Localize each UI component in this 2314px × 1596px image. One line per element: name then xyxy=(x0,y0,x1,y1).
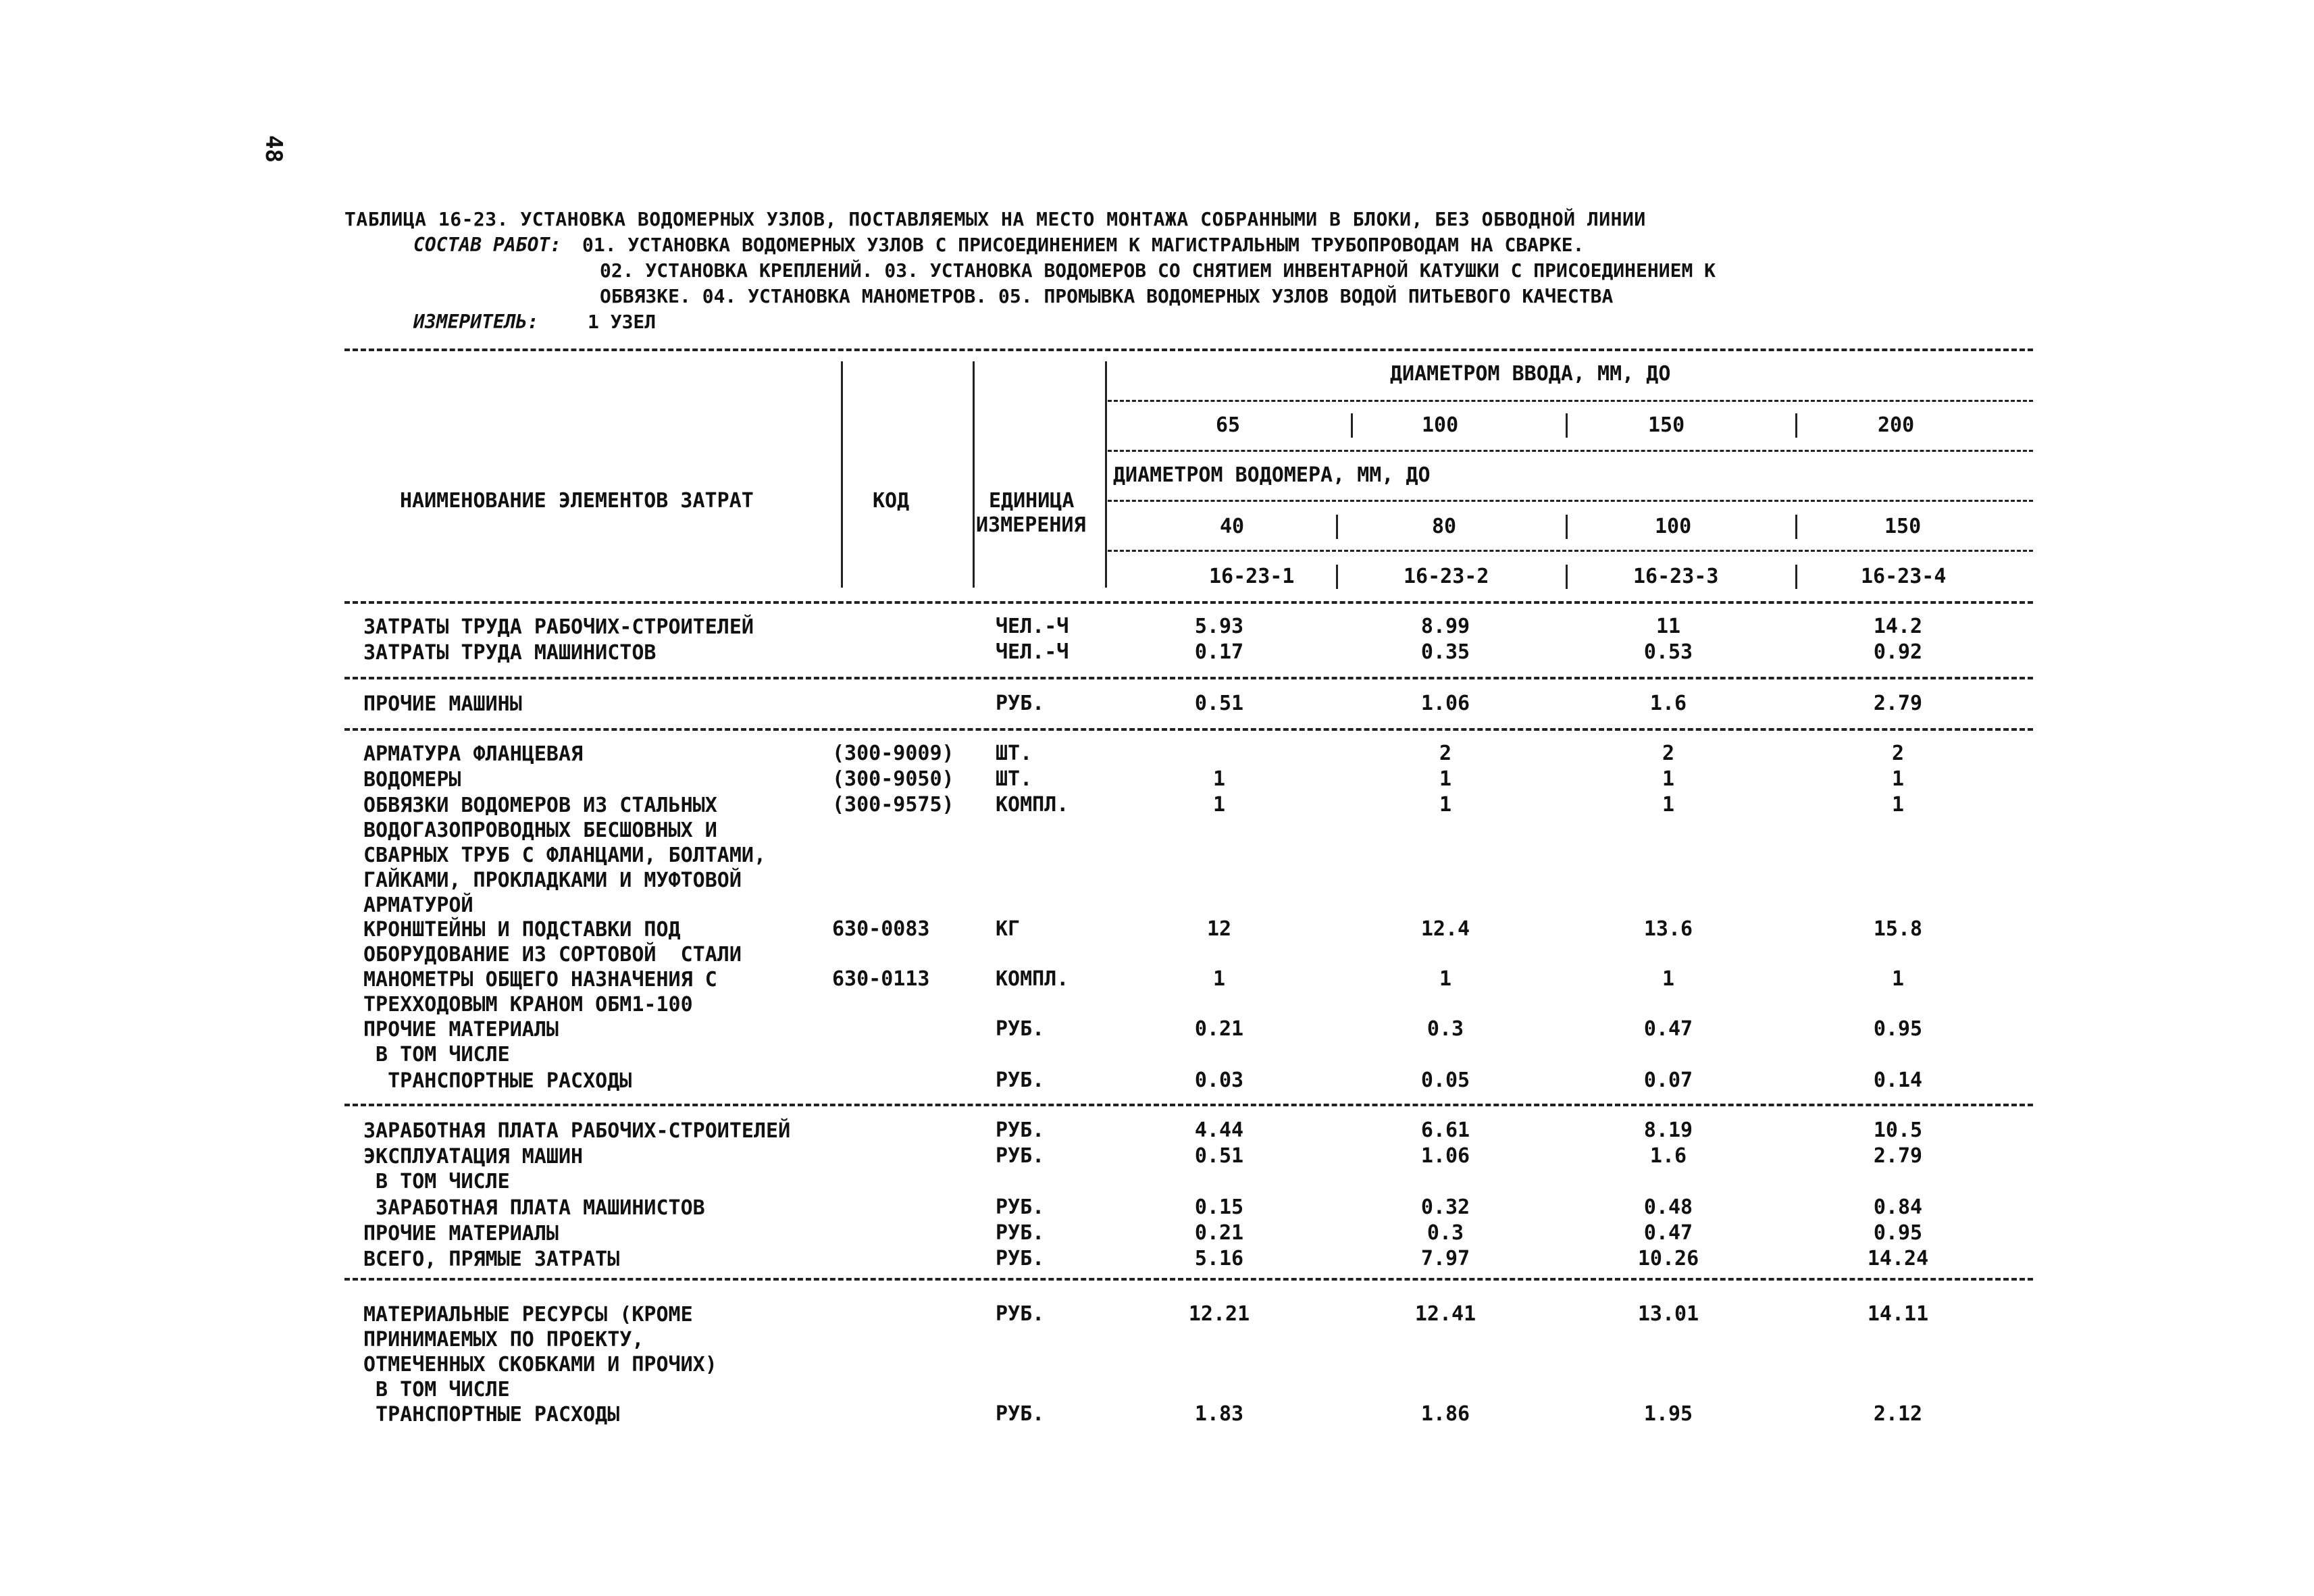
row-name: АРМАТУРА ФЛАНЦЕВАЯ xyxy=(363,742,584,766)
row-name: ТРАНСПОРТНЫЕ РАСХОДЫ xyxy=(363,1403,620,1426)
row-value-1: 0.21 xyxy=(1194,1221,1244,1245)
row-value-3: 0.48 xyxy=(1643,1195,1693,1219)
inlet-value-1: 65 xyxy=(1216,413,1241,437)
composition-line-2: 02. УСТАНОВКА КРЕПЛЕНИЙ. 03. УСТАНОВКА ВОДОМЕРОВ СО СНЯТИЕМ ИНВЕНТАРНОЙ КАТУШКИ С ПРИСОЕДИНЕНИЕМ К xyxy=(600,259,1716,282)
row-code: (300-9009) xyxy=(832,742,954,765)
row-name: ЗАРАБОТНАЯ ПЛАТА МАШИНИСТОВ xyxy=(363,1196,705,1220)
row-unit: РУБ. xyxy=(996,1247,1045,1270)
row-code: 630-0083 xyxy=(832,917,930,941)
row-code: (300-9050) xyxy=(832,767,954,791)
row-name: ЭКСПЛУАТАЦИЯ МАШИН В ТОМ ЧИСЛЕ xyxy=(363,1145,584,1193)
row-value-4: 0.92 xyxy=(1873,640,1923,664)
row-unit: КОМПЛ. xyxy=(996,967,1069,991)
norm-code-3: 16-23-3 xyxy=(1633,565,1719,588)
row-value-1: 4.44 xyxy=(1194,1118,1244,1142)
row-value-4: 2.79 xyxy=(1873,1144,1923,1168)
composition-label: СОСТАВ РАБОТ: xyxy=(413,234,562,256)
row-value-1: 1.83 xyxy=(1194,1402,1244,1426)
row-value-1: 0.15 xyxy=(1194,1195,1244,1219)
row-value-3: 1.6 xyxy=(1649,1144,1687,1168)
row-value-4: 2.79 xyxy=(1873,692,1923,715)
row-name: КРОНШТЕЙНЫ И ПОДСТАВКИ ПОД ОБОРУДОВАНИЕ ИЗ СОРТОВОЙ СТАЛИ xyxy=(363,918,742,967)
row-unit: РУБ. xyxy=(996,1118,1045,1142)
row-unit: РУБ. xyxy=(996,1069,1045,1092)
row-value-1: 5.93 xyxy=(1194,615,1244,638)
row-unit: РУБ. xyxy=(996,692,1045,715)
sep-inlet-1 xyxy=(1351,413,1353,438)
sep-meter-2 xyxy=(1566,515,1568,539)
row-unit: РУБ. xyxy=(996,1302,1045,1326)
inlet-diameter-label: ДИАМЕТРОМ ВВОДА, ММ, ДО xyxy=(1390,362,1671,386)
section-divider-3 xyxy=(344,1104,2033,1106)
row-value-4: 0.95 xyxy=(1873,1017,1923,1041)
row-value-1: 12.21 xyxy=(1188,1302,1250,1326)
row-name: ЗАРАБОТНАЯ ПЛАТА РАБОЧИХ-СТРОИТЕЛЕЙ xyxy=(363,1119,791,1143)
row-unit: КОМПЛ. xyxy=(996,793,1069,817)
row-unit: ШТ. xyxy=(996,742,1033,765)
row-name: ПРОЧИЕ МАТЕРИАЛЫ xyxy=(363,1222,559,1245)
header-rule-1 xyxy=(1108,400,2033,402)
row-value-2: 6.61 xyxy=(1420,1118,1470,1142)
section-divider-1 xyxy=(344,677,2033,679)
row-name: МАТЕРИАЛЬНЫЕ РЕСУРСЫ (КРОМЕ ПРИНИМАЕМЫХ ПО ПРОЕКТУ, ОТМЕЧЕННЫХ СКОБКАМИ И ПРОЧИХ) В ТОМ ЧИСЛЕ xyxy=(363,1303,717,1401)
row-name: ВСЕГО, ПРЯМЫЕ ЗАТРАТЫ xyxy=(363,1247,620,1271)
row-value-2: 2 xyxy=(1439,742,1452,765)
row-value-4: 0.95 xyxy=(1873,1221,1923,1245)
row-value-4: 2.12 xyxy=(1873,1402,1923,1426)
sep-meter-1 xyxy=(1336,515,1338,539)
row-value-2: 1 xyxy=(1439,793,1452,817)
row-value-3: 2 xyxy=(1662,742,1675,765)
row-name: ЗАТРАТЫ ТРУДА РАБОЧИХ-СТРОИТЕЛЕЙ xyxy=(363,615,754,639)
row-value-1: 0.51 xyxy=(1194,692,1244,715)
row-value-2: 1.06 xyxy=(1420,1144,1470,1168)
row-value-2: 0.35 xyxy=(1420,640,1470,664)
row-value-2: 1.86 xyxy=(1420,1402,1470,1426)
row-value-2: 12.4 xyxy=(1420,917,1470,941)
row-value-1: 1 xyxy=(1212,967,1226,991)
norm-code-4: 16-23-4 xyxy=(1861,565,1947,588)
section-divider-4 xyxy=(344,1278,2033,1281)
row-value-4: 10.5 xyxy=(1873,1118,1923,1142)
row-name: ПРОЧИЕ МАШИНЫ xyxy=(363,692,522,716)
row-value-2: 1 xyxy=(1439,767,1452,791)
row-value-3: 0.47 xyxy=(1643,1221,1693,1245)
row-value-2: 7.97 xyxy=(1420,1247,1470,1270)
separator-code-unit xyxy=(973,361,975,588)
row-unit: ЧЕЛ.-Ч xyxy=(996,640,1069,664)
row-value-4: 14.24 xyxy=(1867,1247,1929,1270)
row-unit: РУБ. xyxy=(996,1144,1045,1168)
row-value-3: 10.26 xyxy=(1637,1247,1699,1270)
sep-meter-3 xyxy=(1795,515,1797,539)
meter-value-3: 100 xyxy=(1655,515,1692,538)
row-value-3: 0.47 xyxy=(1643,1017,1693,1041)
row-name: ОБВЯЗКИ ВОДОМЕРОВ ИЗ СТАЛЬНЫХ ВОДОГАЗОПРОВОДНЫХ БЕСШОВНЫХ И СВАРНЫХ ТРУБ С ФЛАНЦАМИ, БОЛТАМИ, ГАЙКАМИ, ПРОКЛАДКАМИ И МУФТОВОЙ АРМАТУРОЙ xyxy=(363,794,767,917)
row-name: ПРОЧИЕ МАТЕРИАЛЫ В ТОМ ЧИСЛЕ xyxy=(363,1018,559,1066)
sep-code-1 xyxy=(1336,565,1338,589)
col-header-code: КОД xyxy=(873,489,910,513)
row-value-1: 0.03 xyxy=(1194,1069,1244,1092)
header-bottom-rule xyxy=(344,601,2033,604)
row-value-4: 2 xyxy=(1891,742,1905,765)
meter-value-2: 80 xyxy=(1432,515,1457,538)
row-value-3: 8.19 xyxy=(1643,1118,1693,1142)
table-title: ТАБЛИЦА 16-23. УСТАНОВКА ВОДОМЕРНЫХ УЗЛОВ, ПОСТАВЛЯЕМЫХ НА МЕСТО МОНТАЖА СОБРАННЫМИ В БЛОКИ, БЕЗ ОБВОДНОЙ ЛИНИИ xyxy=(344,208,1646,230)
inlet-value-3: 150 xyxy=(1648,413,1685,437)
row-value-4: 1 xyxy=(1891,767,1905,791)
header-rule-2 xyxy=(1108,450,2033,452)
header-top-rule xyxy=(344,349,2033,351)
norm-code-1: 16-23-1 xyxy=(1209,565,1295,588)
row-value-2: 8.99 xyxy=(1420,615,1470,638)
row-unit: ЧЕЛ.-Ч xyxy=(996,615,1069,638)
header-rule-3 xyxy=(1108,500,2033,502)
sep-code-2 xyxy=(1566,565,1568,589)
row-value-1: 5.16 xyxy=(1194,1247,1244,1270)
separator-unit-values xyxy=(1105,361,1107,588)
row-value-4: 15.8 xyxy=(1873,917,1923,941)
row-unit: КГ xyxy=(996,917,1021,941)
row-value-4: 1 xyxy=(1891,793,1905,817)
row-value-4: 14.2 xyxy=(1873,615,1923,638)
row-value-4: 0.14 xyxy=(1873,1069,1923,1092)
col-header-name: НАИМЕНОВАНИЕ ЭЛЕМЕНТОВ ЗАТРАТ xyxy=(400,489,754,513)
row-value-4: 14.11 xyxy=(1867,1302,1929,1326)
meter-value-4: 150 xyxy=(1884,515,1922,538)
meter-diameter-label: ДИАМЕТРОМ ВОДОМЕРА, ММ, ДО xyxy=(1113,463,1431,487)
row-value-1: 1 xyxy=(1212,793,1226,817)
composition-line-1: 01. УСТАНОВКА ВОДОМЕРНЫХ УЗЛОВ С ПРИСОЕДИНЕНИЕМ К МАГИСТРАЛЬНЫМ ТРУБОПРОВОДАМ НА СВАРКЕ. xyxy=(582,234,1585,256)
row-value-2: 12.41 xyxy=(1414,1302,1476,1326)
row-unit: РУБ. xyxy=(996,1017,1045,1041)
meter-value-1: 40 xyxy=(1220,515,1245,538)
row-value-4: 0.84 xyxy=(1873,1195,1923,1219)
col-header-unit-1: ЕДИНИЦА xyxy=(989,489,1075,513)
measure-value: 1 УЗЕЛ xyxy=(588,311,657,333)
norm-code-2: 16-23-2 xyxy=(1404,565,1489,588)
row-value-1: 0.51 xyxy=(1194,1144,1244,1168)
row-name: ВОДОМЕРЫ xyxy=(363,768,461,792)
row-value-3: 1 xyxy=(1662,967,1675,991)
separator-name-code xyxy=(841,361,843,588)
row-value-2: 1 xyxy=(1439,967,1452,991)
row-value-3: 11 xyxy=(1655,615,1681,638)
inlet-value-2: 100 xyxy=(1422,413,1459,437)
row-unit: РУБ. xyxy=(996,1402,1045,1426)
sep-code-3 xyxy=(1795,565,1797,589)
header-rule-4 xyxy=(1108,550,2033,552)
page-number: 48 xyxy=(260,135,287,163)
row-unit: ШТ. xyxy=(996,767,1033,791)
row-name: ЗАТРАТЫ ТРУДА МАШИНИСТОВ xyxy=(363,641,657,665)
row-value-2: 0.32 xyxy=(1420,1195,1470,1219)
row-value-3: 1.95 xyxy=(1643,1402,1693,1426)
row-value-1: 0.21 xyxy=(1194,1017,1244,1041)
sep-inlet-2 xyxy=(1566,413,1568,438)
row-value-2: 0.3 xyxy=(1426,1221,1464,1245)
row-value-1: 1 xyxy=(1212,767,1226,791)
row-unit: РУБ. xyxy=(996,1221,1045,1245)
row-value-3: 13.6 xyxy=(1643,917,1693,941)
sep-inlet-3 xyxy=(1795,413,1797,438)
row-value-1: 0.17 xyxy=(1194,640,1244,664)
row-code: (300-9575) xyxy=(832,793,954,817)
row-value-3: 1.6 xyxy=(1649,692,1687,715)
composition-line-3: ОБВЯЗКЕ. 04. УСТАНОВКА МАНОМЕТРОВ. 05. ПРОМЫВКА ВОДОМЕРНЫХ УЗЛОВ ВОДОЙ ПИТЬЕВОГО КАЧЕСТВА xyxy=(600,285,1614,307)
row-unit: РУБ. xyxy=(996,1195,1045,1219)
row-value-3: 0.07 xyxy=(1643,1069,1693,1092)
row-value-2: 1.06 xyxy=(1420,692,1470,715)
measure-label: ИЗМЕРИТЕЛЬ: xyxy=(413,311,539,333)
row-value-3: 1 xyxy=(1662,793,1675,817)
col-header-unit-2: ИЗМЕРЕНИЯ xyxy=(976,513,1086,537)
row-value-3: 0.53 xyxy=(1643,640,1693,664)
row-name: ТРАНСПОРТНЫЕ РАСХОДЫ xyxy=(363,1069,632,1093)
row-value-2: 0.3 xyxy=(1426,1017,1464,1041)
row-name: МАНОМЕТРЫ ОБЩЕГО НАЗНАЧЕНИЯ С ТРЕХХОДОВЫМ КРАНОМ ОБМ1-100 xyxy=(363,968,717,1016)
row-value-1: 12 xyxy=(1206,917,1232,941)
row-code: 630-0113 xyxy=(832,967,930,991)
row-value-4: 1 xyxy=(1891,967,1905,991)
row-value-2: 0.05 xyxy=(1420,1069,1470,1092)
row-value-3: 1 xyxy=(1662,767,1675,791)
section-divider-2 xyxy=(344,728,2033,731)
inlet-value-4: 200 xyxy=(1878,413,1915,437)
row-value-3: 13.01 xyxy=(1637,1302,1699,1326)
